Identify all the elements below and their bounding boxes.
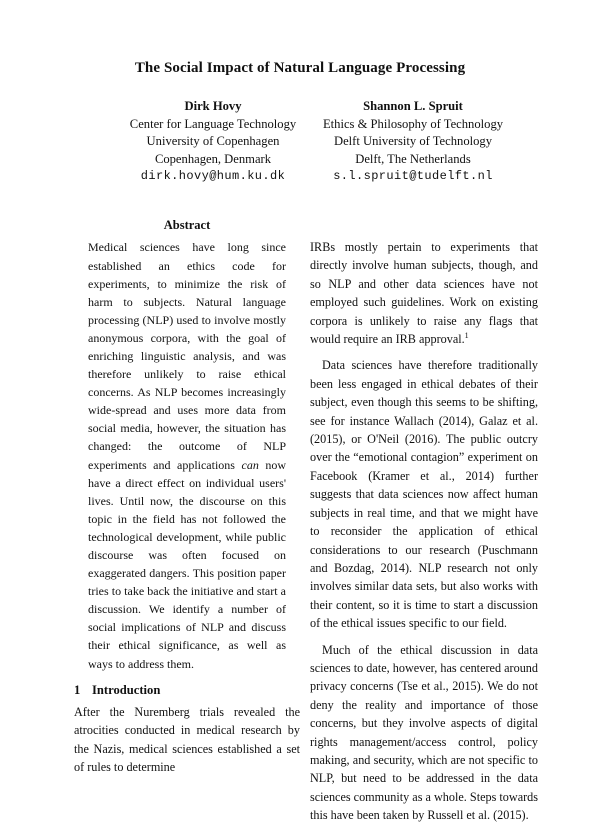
right-column <box>310 238 538 833</box>
author-block-spruit <box>298 98 528 186</box>
body-paragraph-data-sciences: Data sciences have therefore traditionally been less engaged in ethical debates of their subject, even though this seems to be shifting, see for instance Wallach (2014), Galaz et al. (2015), or O'Neil (2016). The public outcry over the “emotional contagion” experiment on Facebook (Kramer et al., 2014) further suggests that data sciences now affect human subjects in real time, and that we might have to reconsider the application of ethical considerations to our research (Puschmann and Bozdag, 2014). NLP research not only involves similar data sets, but also works with their content, so it is time to start a discussion of the ethical issues specific to our field. <box>310 358 538 631</box>
abstract-heading: Abstract <box>163 218 211 232</box>
author-email[interactable]: s.l.spruit@tudelft.nl <box>333 169 493 183</box>
section-title: Introduction <box>92 682 161 697</box>
author-name: Shannon L. Spruit <box>363 99 463 113</box>
author-location: Delft, The Netherlands <box>355 151 471 166</box>
abstract-emphasis: can <box>241 457 259 472</box>
author-location: Copenhagen, Denmark <box>154 151 272 166</box>
paper-title: The Social Impact of Natural Language Processing <box>134 60 466 76</box>
body-paragraph-privacy: Much of the ethical discussion in data sciences to date, however, has centered around privacy concerns (Tse et al., 2015). We do not deny the reality and importance of those concerns, but they involve aspects of digital rights management/access control, policy making, and security, which are not specific to NLP, but need to be addressed in the data sciences community as a whole. Steps towards this have been taken by Russell et al. (2015). <box>310 642 538 823</box>
paragraph-text: IRBs mostly pertain to experiments that directly involve human subjects, though, and so NLP and other data sciences have not employed such guidelines. Work on existing corpora is unlikely to raise any flags that would require an IRB approval. <box>310 240 538 347</box>
abstract-text-part1: Medical sciences have long since established an ethics code for experiments, to minimize the risk of harm to subjects. Natural language processing (NLP) used to involve mostly anonymous corpora, with the goal of enriching linguistic analysis, and was therefore unlikely to raise ethical concerns. As NLP becomes increasingly wide-spread and uses more data from social media, however, the situation has changed: the outcome of NLP experiments and applications <box>88 240 286 472</box>
section-number: 1 <box>74 682 81 697</box>
abstract-text <box>88 238 286 672</box>
introduction-paragraph: After the Nuremberg trials revealed the atrocities conducted in medical research by the Nazis, medical sciences established a set of rules to determine <box>74 705 300 775</box>
author-name: Dirk Hovy <box>184 99 242 113</box>
author-institution: Delft University of Technology <box>333 134 493 148</box>
author-block-hovy <box>98 98 328 186</box>
author-affiliation: Ethics & Philosophy of Technology <box>322 116 504 131</box>
author-email[interactable]: dirk.hovy@hum.ku.dk <box>140 169 286 183</box>
section-heading-introduction <box>74 681 300 699</box>
abstract-text-part2: now have a direct effect on individual users' lives. Until now, the discourse on this topic in the field has not followed the technological development, while public discourse was often focused on exaggerated dangers. This position paper tries to take back the initiative and start a discussion. We identify a number of social implications of NLP and discuss their ethical significance, as well as ways to address them. <box>88 457 287 671</box>
author-institution: University of Copenhagen <box>146 134 280 148</box>
body-paragraph-irb <box>310 238 538 348</box>
author-affiliation: Center for Language Technology <box>129 116 297 131</box>
left-column <box>74 216 300 785</box>
footnote-marker[interactable]: 1 <box>464 330 469 340</box>
